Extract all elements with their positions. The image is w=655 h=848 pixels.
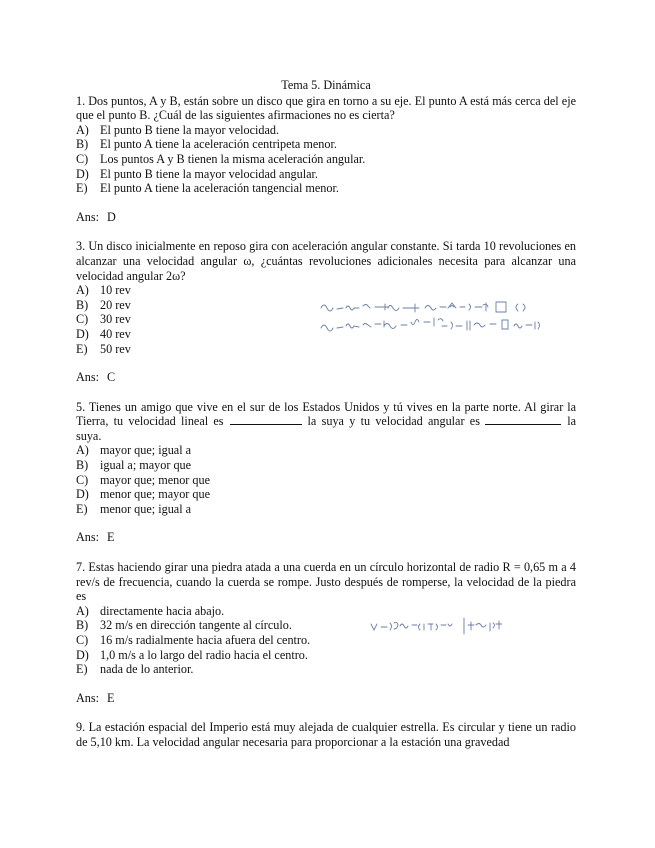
question-9 — [76, 720, 576, 749]
option-b: B) 20 rev — [76, 297, 131, 312]
answer-line: Ans: C — [76, 370, 116, 385]
option-d: D) El punto B tiene la mayor velocidad angular. — [76, 166, 318, 181]
answer-value: D — [107, 209, 116, 224]
answer-line: Ans: E — [76, 530, 115, 545]
answer-value: E — [107, 690, 115, 705]
question-stem: 9. La estación espacial del Imperio está muy alejada de cualquier estrella. Es circular y tiene un radio de 5,10 km. La velocidad angular necesaria para proporcionar a la estación una gravedad — [76, 720, 576, 749]
handwritten-note-q7 — [368, 616, 502, 636]
option-b: B) El punto A tiene la aceleración centripeta menor. — [76, 137, 337, 152]
question-5 — [76, 400, 576, 545]
answer-value: E — [107, 530, 115, 545]
answer-value: C — [107, 370, 116, 385]
option-a: A) 10 rev — [76, 283, 131, 298]
answer-line: Ans: E — [76, 690, 115, 705]
option-b: B) igual a; mayor que — [76, 458, 192, 473]
page-title: Tema 5. Dinámica — [281, 78, 371, 92]
handwritten-note-q3 — [318, 296, 550, 338]
option-d: D) 1,0 m/s a lo largo del radio hacia el centro. — [76, 647, 308, 662]
question-stem: 7. Estas haciendo girar una piedra atada a una cuerda en un círculo horizontal de radio R = 0,65 m a 4 rev/s de frecuencia, cuando la cuerda se rompe. Justo después de romperse, la velocidad de la piedra es — [76, 560, 576, 604]
option-c: C) mayor que; menor que — [76, 472, 210, 487]
option-b: B) 32 m/s en dirección tangente al círculo. — [76, 618, 292, 633]
handwriting-scribble-image — [368, 616, 502, 636]
fill-blank — [485, 414, 561, 425]
question-stem: 1. Dos puntos, A y B, están sobre un disco que gira en torno a su eje. El punto A está más cerca del eje que el punto B. ¿Cuál de las siguientes afirmaciones no es cierta? — [76, 93, 576, 123]
question-stem: 5. Tienes un amigo que vive en el sur de los Estados Unidos y tú vives en la parte norte. Al girar la Tierra, tu velocidad lineal es la suya y tu velocidad angular es la suya. — [76, 399, 577, 443]
option-e: E) nada de lo anterior. — [76, 662, 194, 677]
question-stem: 3. Un disco inicialmente en reposo gira con aceleración angular constante. Si tarda 10 revoluciones en alcanzar una velocidad angular ω, ¿cuántas revoluciones adicionales necesita para alcanzar una velocidad angular 2ω? — [76, 239, 576, 283]
option-c: C) Los puntos A y B tienen la misma aceleración angular. — [76, 151, 366, 166]
option-e: E) menor que; igual a — [76, 501, 192, 516]
answer-line: Ans: D — [76, 209, 116, 224]
option-a: A) El punto B tiene la mayor velocidad. — [76, 122, 280, 137]
option-e: E) El punto A tiene la aceleración tangencial menor. — [76, 181, 339, 196]
option-c: C) 30 rev — [76, 312, 131, 327]
option-d: D) 40 rev — [76, 326, 131, 341]
option-a: A) directamente hacia abajo. — [76, 603, 225, 618]
option-c: C) 16 m/s radialmente hacia afuera del centro. — [76, 633, 311, 647]
handwriting-scribble-image — [318, 296, 550, 338]
option-a: A) mayor que; igual a — [76, 443, 192, 458]
fill-blank — [230, 414, 302, 425]
option-e: E) 50 rev — [76, 341, 131, 356]
question-1 — [76, 94, 576, 225]
option-d: D) menor que; mayor que — [76, 487, 210, 502]
document-page — [76, 78, 576, 750]
